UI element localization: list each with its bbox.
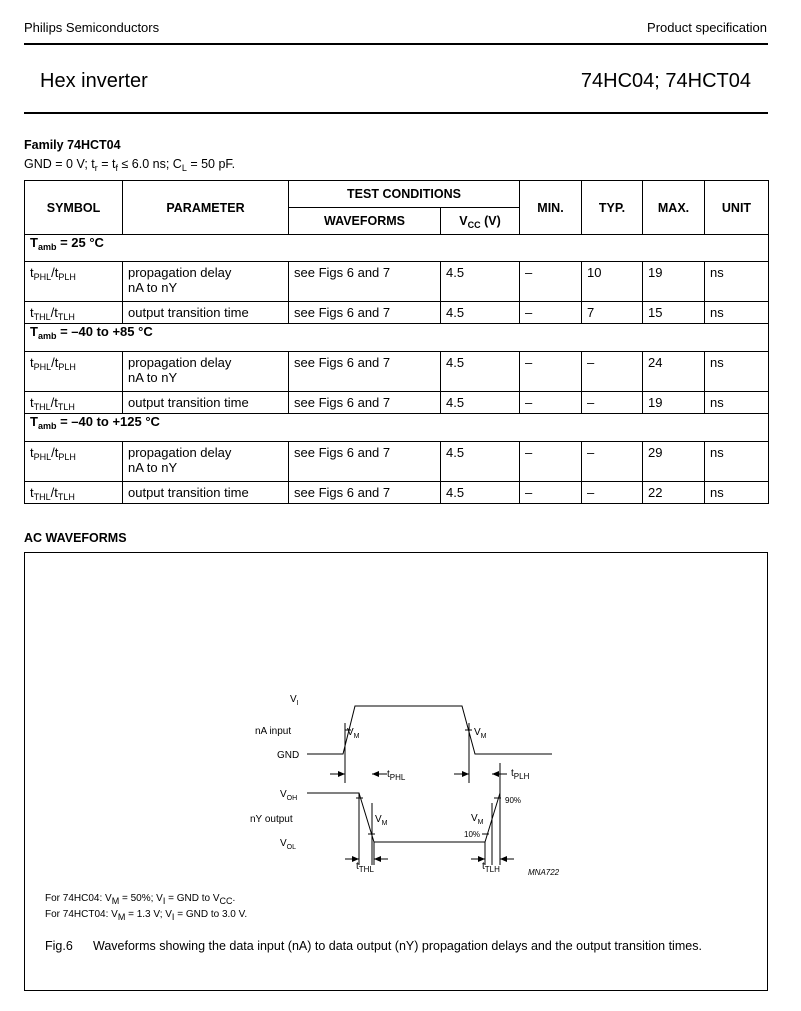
ac-characteristics-table	[24, 180, 769, 504]
table-row	[25, 482, 769, 504]
cell-waveforms: see Figs 6 and 7	[289, 442, 441, 482]
cell-vcc: 4.5	[441, 392, 520, 414]
cell-parameter: propagation delay nA to nY	[123, 352, 289, 392]
tphl-label: $t_{PHL}$	[387, 769, 406, 782]
header-typ: TYP.	[582, 181, 643, 235]
figure-caption: Waveforms showing the data input (nA) to data output (nY) propagation delays and the output transition times.	[93, 939, 702, 953]
header-min: MIN.	[520, 181, 582, 235]
cell-min: –	[520, 482, 582, 504]
cell-typ: –	[582, 482, 643, 504]
header-symbol: SYMBOL	[25, 181, 123, 235]
cell-vcc: 4.5	[441, 482, 520, 504]
cell-waveforms: see Figs 6 and 7	[289, 392, 441, 414]
section-title: $T_{amb} = -40$ to +125 °C	[25, 414, 769, 442]
cell-typ: –	[582, 352, 643, 392]
arrow-head	[374, 856, 381, 862]
arrow-head	[372, 771, 379, 777]
cell-max: 29	[643, 442, 705, 482]
vol-label: $V_{OL}$	[280, 838, 297, 851]
cell-unit: ns	[705, 262, 769, 302]
cell-unit: ns	[705, 302, 769, 324]
vm-label-output-fall: $V_M$	[375, 814, 388, 827]
figure-number: Fig.6	[45, 939, 73, 953]
section-row	[25, 414, 769, 442]
table-row	[25, 352, 769, 392]
cell-symbol: $t_{PHL}/t_{PLH}$	[25, 442, 123, 482]
vi-label: $V_I$	[290, 694, 299, 707]
cell-waveforms: see Figs 6 and 7	[289, 262, 441, 302]
voh-label: $V_{OH}$	[280, 789, 298, 802]
cell-unit: ns	[705, 352, 769, 392]
cell-unit: ns	[705, 442, 769, 482]
section-row	[25, 324, 769, 352]
figure-code: MNA722	[528, 868, 560, 877]
header-parameter: PARAMETER	[123, 181, 289, 235]
cell-waveforms: see Figs 6 and 7	[289, 352, 441, 392]
cell-symbol: $t_{THL}/t_{TLH}$	[25, 482, 123, 504]
note-74hct04: For 74HCT04: $V_M = 1.3$ V; $V_I$ = GND to 3.0 V.	[45, 909, 248, 922]
arrow-head	[338, 771, 345, 777]
header-test-conditions: TEST CONDITIONS	[289, 181, 520, 208]
ttlh-label: $t_{TLH}$	[482, 861, 500, 874]
cell-min: –	[520, 352, 582, 392]
cell-typ: –	[582, 442, 643, 482]
section-title: $T_{amb} = -40$ to +85 °C	[25, 324, 769, 352]
document-type: Product specification	[647, 20, 767, 35]
cell-typ: –	[582, 392, 643, 414]
vm-label-input-rise: $V_M$	[474, 727, 487, 740]
cell-max: 15	[643, 302, 705, 324]
cell-max: 22	[643, 482, 705, 504]
cell-vcc: 4.5	[441, 352, 520, 392]
table-row	[25, 442, 769, 482]
input-waveform	[307, 706, 552, 754]
waveform-diagram	[25, 613, 767, 913]
table-row	[25, 392, 769, 414]
header-vcc: $V_{CC}$ (V)	[441, 208, 520, 235]
part-numbers: 74HC04; 74HCT04	[580, 70, 751, 92]
cell-vcc: 4.5	[441, 262, 520, 302]
ac-waveforms-heading: AC WAVEFORMS	[24, 531, 127, 545]
cell-symbol: $t_{PHL}/t_{PLH}$	[25, 352, 123, 392]
na-input-label: nA input	[255, 726, 292, 737]
arrow-head	[462, 771, 469, 777]
table-row	[25, 302, 769, 324]
percent-10-label: 10%	[464, 830, 481, 839]
cell-parameter: propagation delay nA to nY	[123, 262, 289, 302]
tplh-label: $t_{PLH}$	[511, 768, 530, 781]
gnd-label: GND	[277, 750, 300, 761]
vm-label-output-rise: $V_M$	[471, 813, 484, 826]
cell-min: –	[520, 262, 582, 302]
cell-symbol: $t_{THL}/t_{TLH}$	[25, 302, 123, 324]
family-conditions: GND = 0 V; $t_r = t_f \le 6.0$ ns; $C_L = 50$ pF.	[24, 157, 236, 173]
cell-symbol: $t_{THL}/t_{TLH}$	[25, 392, 123, 414]
cell-unit: ns	[705, 482, 769, 504]
header-rule-bottom	[24, 112, 768, 114]
figure-6-box	[24, 552, 768, 991]
cell-unit: ns	[705, 392, 769, 414]
ny-output-label: nY output	[250, 814, 293, 825]
section-title: $T_{amb} = 25$ °C	[25, 235, 769, 262]
cell-vcc: 4.5	[441, 442, 520, 482]
cell-parameter: output transition time	[123, 392, 289, 414]
header-max: MAX.	[643, 181, 705, 235]
company-name: Philips Semiconductors	[24, 20, 160, 35]
cell-waveforms: see Figs 6 and 7	[289, 482, 441, 504]
tthl-label: $t_{THL}$	[356, 861, 374, 874]
percent-90-label: 90%	[505, 796, 522, 805]
cell-min: –	[520, 392, 582, 414]
header-unit: UNIT	[705, 181, 769, 235]
arrow-head	[500, 856, 507, 862]
cell-parameter: output transition time	[123, 482, 289, 504]
cell-vcc: 4.5	[441, 302, 520, 324]
cell-typ: 10	[582, 262, 643, 302]
cell-typ: 7	[582, 302, 643, 324]
cell-min: –	[520, 302, 582, 324]
cell-parameter: output transition time	[123, 302, 289, 324]
vm-label-input-fall: $V_M$	[347, 727, 360, 740]
table-row	[25, 262, 769, 302]
section-row	[25, 235, 769, 262]
cell-parameter: propagation delay nA to nY	[123, 442, 289, 482]
page-title: Hex inverter	[40, 70, 148, 92]
arrow-head	[492, 771, 499, 777]
family-label: Family 74HCT04	[24, 138, 121, 152]
header-waveforms: WAVEFORMS	[289, 208, 441, 235]
cell-max: 19	[643, 262, 705, 302]
cell-waveforms: see Figs 6 and 7	[289, 302, 441, 324]
cell-symbol: $t_{PHL}/t_{PLH}$	[25, 262, 123, 302]
note-74hc04: For 74HC04: $V_M = 50\%$; $V_I$ = GND to $V_{CC}$.	[45, 893, 236, 906]
cell-max: 19	[643, 392, 705, 414]
header-rule-top	[24, 43, 768, 45]
cell-min: –	[520, 442, 582, 482]
cell-max: 24	[643, 352, 705, 392]
